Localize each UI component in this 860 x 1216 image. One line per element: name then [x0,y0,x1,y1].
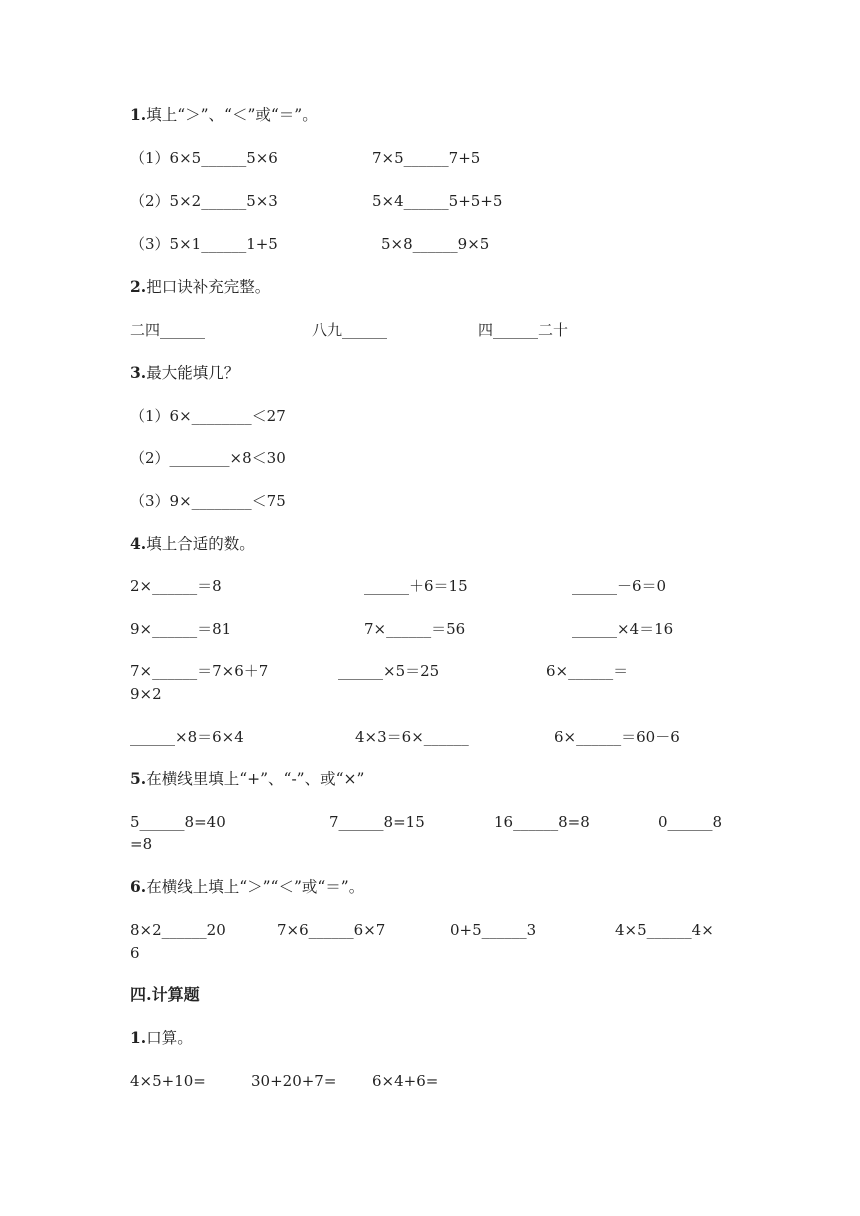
calc-item-1: 4×5+10= [130,1072,206,1090]
q1-item-3b: 5×8______9×5 [381,235,490,253]
q3-item-1: （1）6×________＜27 [130,407,286,425]
q3-item-2: （2）________×8＜30 [130,449,286,467]
q2-item-1: 二四______ [130,321,206,339]
calc-item-2: 30+20+7= [251,1072,337,1090]
q6-item-1: 8×2______20 [130,921,226,939]
q1-item-1b: 7×5______7+5 [372,149,481,167]
q4-item-1a: 2×______＝8 [130,577,222,595]
q4-item-2c: ______×4＝16 [572,620,674,638]
q5-item-1: 5______8=40 [130,813,226,831]
q6-item-2: 7×6______6×7 [277,921,386,939]
q4-item-4c: 6×______＝60－6 [554,728,680,746]
calc-item-3: 6×4+6= [372,1072,439,1090]
q6-item-4-wrap: 6 [130,944,140,962]
section-title: 四.计算题 [130,985,200,1004]
q2-item-3: 四______二十 [478,321,569,339]
q5-item-4-wrap: =8 [130,835,153,853]
q1-heading: 1.填上“＞”、“＜”或“＝”。 [130,105,318,124]
q4-item-4a: ______×8＝6×4 [130,728,244,746]
q1-item-3a: （3）5×1______1+5 [130,235,278,253]
q5-item-3: 16______8=8 [494,813,590,831]
q5-heading: 5.在横线里填上“+”、“-”、或“×” [130,769,365,788]
q4-item-1b: ______＋6＝15 [364,577,468,595]
q4-item-1c: ______－6＝0 [572,577,667,595]
q3-item-3: （3）9×________＜75 [130,492,286,510]
q4-item-3c: 6×______＝ [546,662,629,680]
q4-item-3b: ______×5＝25 [338,662,440,680]
q1-item-2b: 5×4______5+5+5 [372,192,503,210]
q3-heading: 3.最大能填几？ [130,363,240,382]
q4-heading: 4.填上合适的数。 [130,534,255,553]
q6-item-3: 0+5______3 [450,921,537,939]
q4-item-4b: 4×3＝6×______ [355,728,469,746]
q4-item-2a: 9×______＝81 [130,620,232,638]
q4-item-2b: 7×______＝56 [364,620,466,638]
q1-item-2a: （2）5×2______5×3 [130,192,278,210]
q6-item-4: 4×5______4× [615,921,714,939]
q4-item-3c-wrap: 9×2 [130,685,162,703]
q1-item-1a: （1）6×5______5×6 [130,149,278,167]
q2-item-2: 八九______ [312,321,388,339]
q5-item-2: 7______8=15 [329,813,425,831]
calc-heading: 1.口算。 [130,1028,193,1047]
q4-item-3a: 7×______＝7×6＋7 [130,662,269,680]
q5-item-4: 0______8 [658,813,723,831]
q6-heading: 6.在横线上填上“＞”“＜”或“＝”。 [130,877,365,896]
q2-heading: 2.把口诀补充完整。 [130,277,271,296]
